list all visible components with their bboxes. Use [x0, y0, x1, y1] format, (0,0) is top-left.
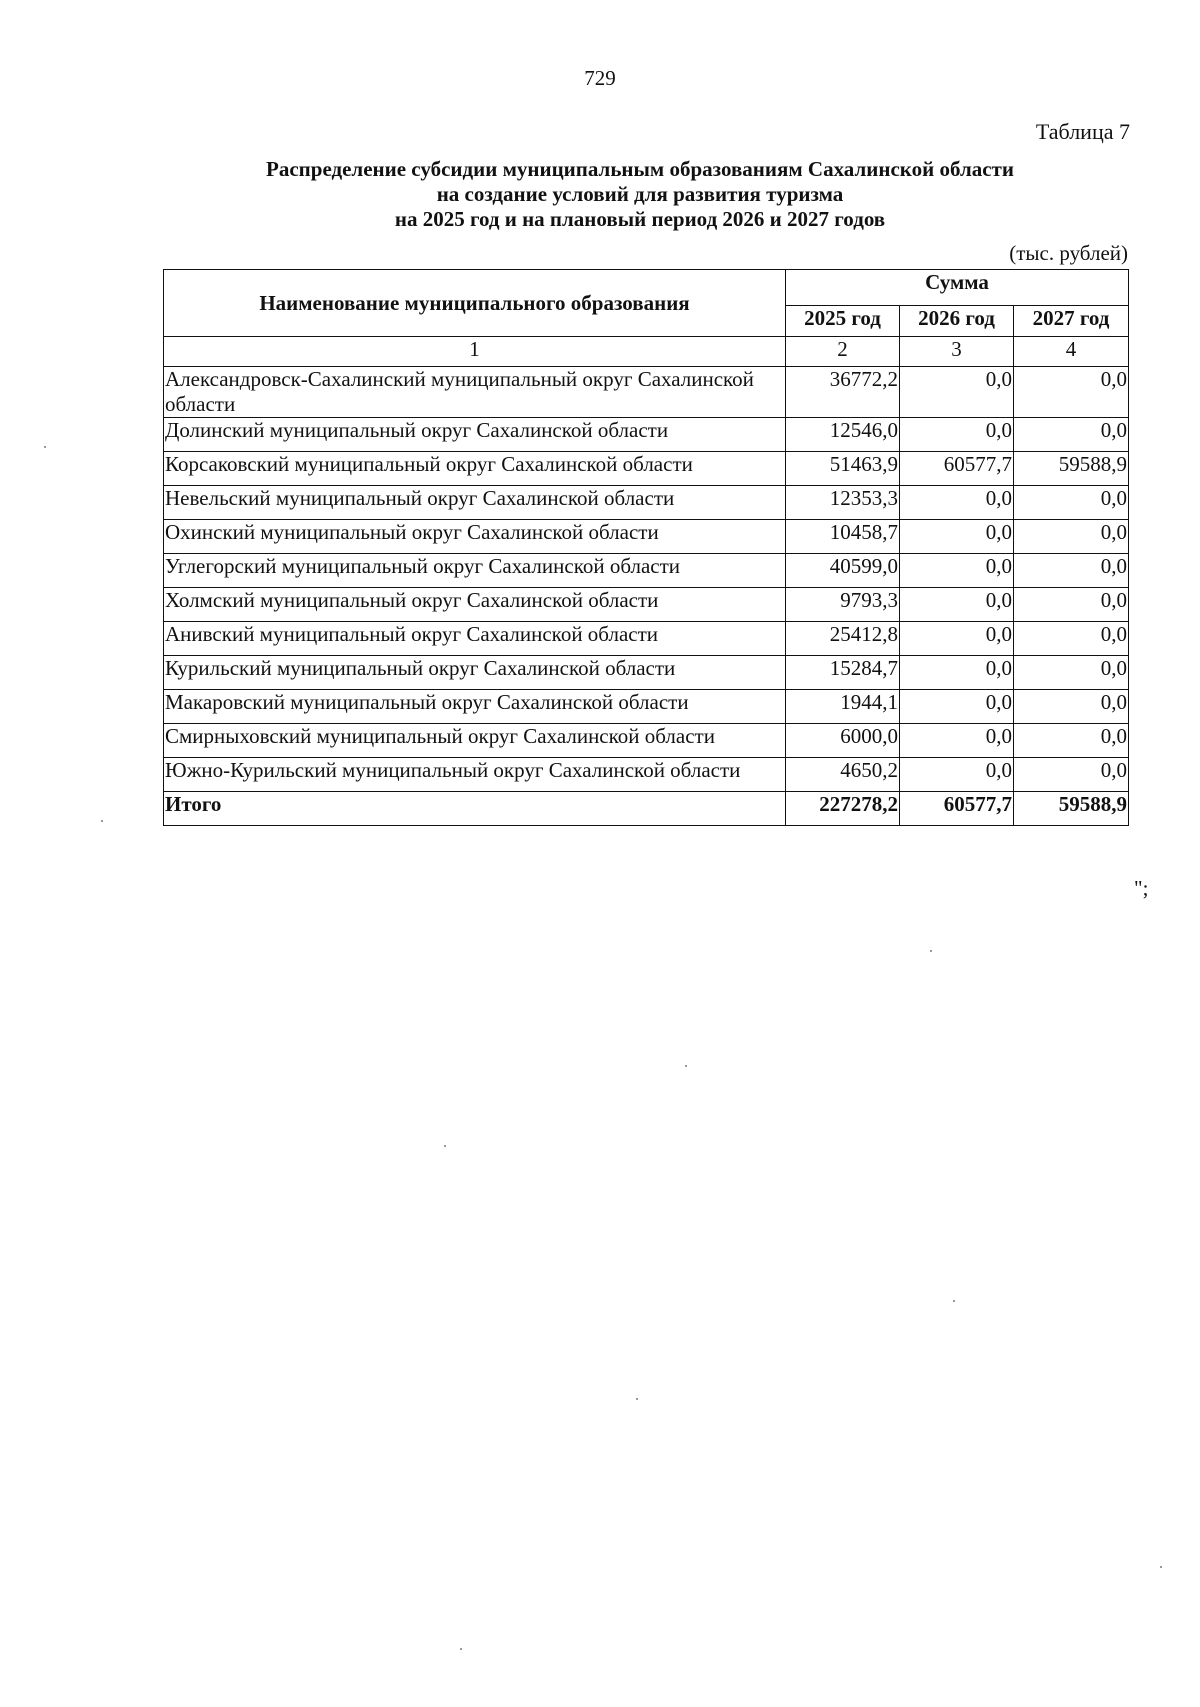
- subsidy-table: [163, 269, 1129, 826]
- table-row: [164, 690, 1129, 724]
- table-row: [164, 367, 1129, 418]
- table-row: [164, 418, 1129, 452]
- municipality-name: Углегорский муниципальный округ Сахалинской области: [164, 554, 786, 588]
- amount-2026: 0,0: [900, 588, 1014, 622]
- municipality-name: Александровск-Сахалинский муниципальный округ Сахалинской области: [164, 367, 786, 418]
- title-line: Распределение субсидии муниципальным образованиям Сахалинской области: [266, 157, 1014, 181]
- amount-2027: 0,0: [1014, 588, 1129, 622]
- amount-2026: 0,0: [900, 418, 1014, 452]
- total-label: Итого: [164, 792, 786, 826]
- table-row: [164, 758, 1129, 792]
- total-2025: 227278,2: [786, 792, 900, 826]
- municipality-name: Долинский муниципальный округ Сахалинской области: [164, 418, 786, 452]
- amount-2027: 0,0: [1014, 367, 1129, 418]
- municipality-name: Холмский муниципальный округ Сахалинской области: [164, 588, 786, 622]
- amount-2026: 0,0: [900, 758, 1014, 792]
- title-line: на создание условий для развития туризма: [436, 182, 844, 206]
- column-number: 2: [786, 337, 900, 367]
- column-number: 3: [900, 337, 1014, 367]
- amount-2025: 12353,3: [786, 486, 900, 520]
- total-row: [164, 792, 1129, 826]
- column-number: 1: [164, 337, 786, 367]
- scan-speck: [953, 1300, 955, 1302]
- amount-2025: 4650,2: [786, 758, 900, 792]
- amount-2025: 6000,0: [786, 724, 900, 758]
- amount-2027: 0,0: [1014, 656, 1129, 690]
- table-row: [164, 452, 1129, 486]
- amount-2026: 60577,7: [900, 452, 1014, 486]
- scan-speck: [930, 950, 932, 952]
- amount-2026: 0,0: [900, 367, 1014, 418]
- amount-2025: 10458,7: [786, 520, 900, 554]
- amount-2026: 0,0: [900, 554, 1014, 588]
- table-row: [164, 486, 1129, 520]
- page-number: 729: [584, 66, 616, 90]
- table-row: [164, 724, 1129, 758]
- amount-2027: 0,0: [1014, 724, 1129, 758]
- scan-speck: [44, 446, 46, 448]
- scan-speck: [685, 1065, 687, 1067]
- amount-2025: 15284,7: [786, 656, 900, 690]
- amount-2026: 0,0: [900, 656, 1014, 690]
- municipality-name: Невельский муниципальный округ Сахалинской области: [164, 486, 786, 520]
- scan-speck: [636, 1398, 638, 1400]
- amount-2027: 0,0: [1014, 418, 1129, 452]
- title-line: на 2025 год и на плановый период 2026 и 2027 годов: [394, 207, 886, 231]
- municipality-name: Корсаковский муниципальный округ Сахалинской области: [164, 452, 786, 486]
- table-row: [164, 656, 1129, 690]
- municipality-name: Макаровский муниципальный округ Сахалинской области: [164, 690, 786, 724]
- header-name: Наименование муниципального образования: [164, 270, 786, 337]
- table-row: [164, 588, 1129, 622]
- municipality-name: Анивский муниципальный округ Сахалинской области: [164, 622, 786, 656]
- header-sum: Сумма: [786, 270, 1129, 306]
- header-year: 2027 год: [1014, 305, 1129, 336]
- scan-speck: [444, 1145, 446, 1147]
- amount-2026: 0,0: [900, 690, 1014, 724]
- municipality-name: Южно-Курильский муниципальный округ Сахалинской области: [164, 758, 786, 792]
- total-2027: 59588,9: [1014, 792, 1129, 826]
- scan-speck: [101, 820, 103, 822]
- amount-2027: 0,0: [1014, 622, 1129, 656]
- closing-quote-mark: ";: [1134, 876, 1149, 900]
- amount-2025: 25412,8: [786, 622, 900, 656]
- amount-2026: 0,0: [900, 520, 1014, 554]
- amount-2027: 0,0: [1014, 486, 1129, 520]
- header-year: 2025 год: [786, 305, 900, 336]
- table-row: [164, 554, 1129, 588]
- column-number: 4: [1014, 337, 1129, 367]
- table-row: [164, 520, 1129, 554]
- amount-2026: 0,0: [900, 486, 1014, 520]
- municipality-name: Курильский муниципальный округ Сахалинской области: [164, 656, 786, 690]
- scan-speck: [1160, 1566, 1162, 1568]
- table-row: [164, 622, 1129, 656]
- amount-2026: 0,0: [900, 622, 1014, 656]
- scan-speck: [460, 1648, 462, 1650]
- amount-2025: 40599,0: [786, 554, 900, 588]
- municipality-name: Охинский муниципальный округ Сахалинской области: [164, 520, 786, 554]
- amount-2025: 12546,0: [786, 418, 900, 452]
- total-2026: 60577,7: [900, 792, 1014, 826]
- units-label: (тыс. рублей): [1009, 241, 1128, 265]
- amount-2025: 36772,2: [786, 367, 900, 418]
- amount-2027: 0,0: [1014, 758, 1129, 792]
- table-label: Таблица 7: [1035, 119, 1130, 144]
- amount-2027: 0,0: [1014, 520, 1129, 554]
- amount-2027: 0,0: [1014, 690, 1129, 724]
- amount-2026: 0,0: [900, 724, 1014, 758]
- municipality-name: Смирныховский муниципальный округ Сахалинской области: [164, 724, 786, 758]
- amount-2025: 51463,9: [786, 452, 900, 486]
- amount-2025: 9793,3: [786, 588, 900, 622]
- amount-2027: 0,0: [1014, 554, 1129, 588]
- header-year: 2026 год: [900, 305, 1014, 336]
- amount-2027: 59588,9: [1014, 452, 1129, 486]
- amount-2025: 1944,1: [786, 690, 900, 724]
- document-title: [160, 157, 1120, 232]
